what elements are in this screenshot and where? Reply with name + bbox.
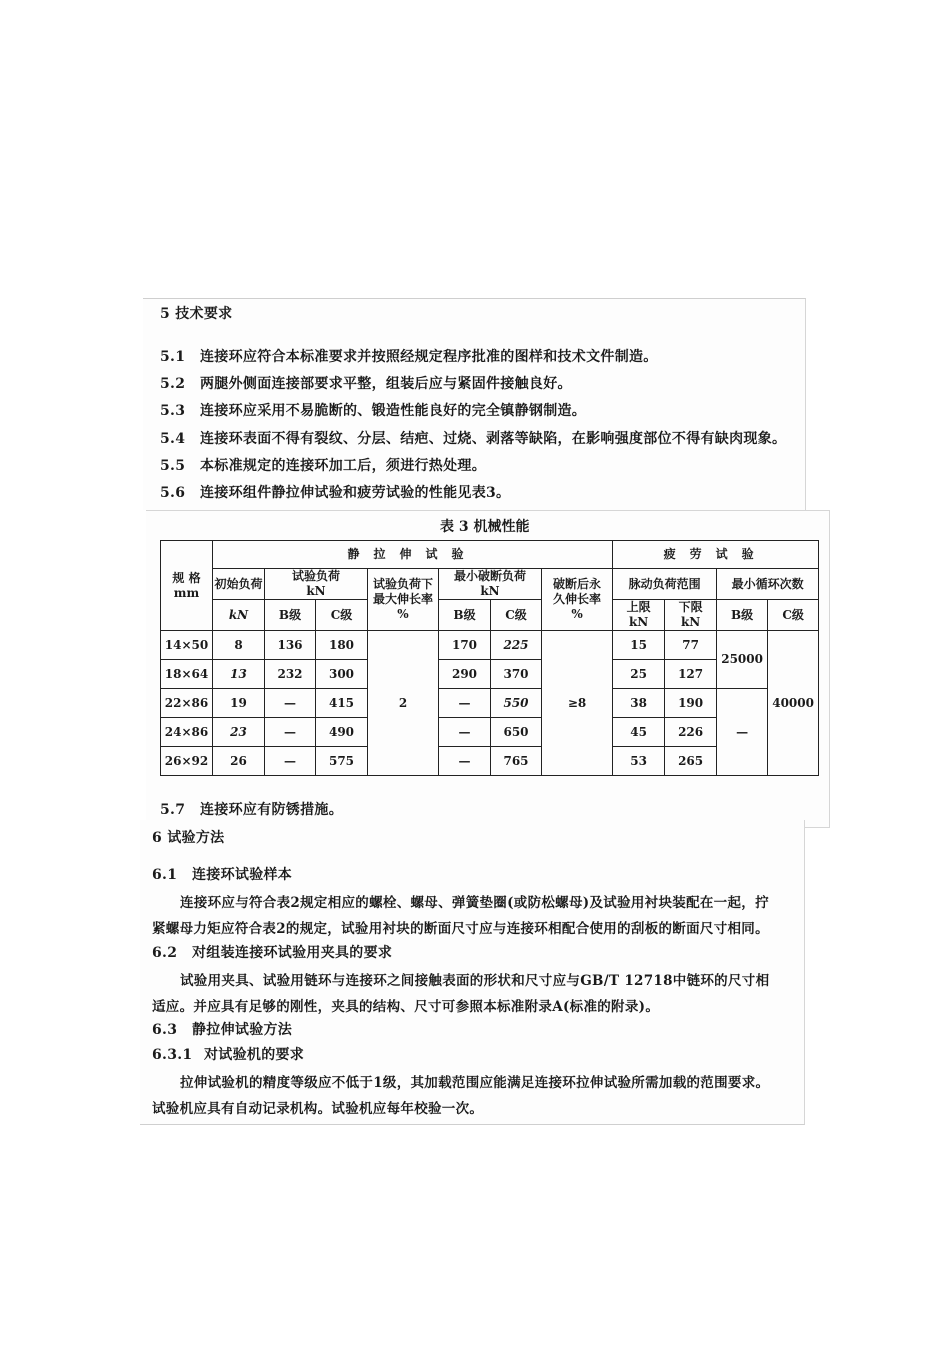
item-5-3 (160, 400, 586, 420)
cell-break-c: 370 (491, 660, 542, 689)
item-5-5 (160, 455, 486, 475)
lower-unit: kN (680, 615, 701, 629)
min-break-label: 最小破断负荷 (453, 569, 526, 583)
item-number: 5.6 (160, 485, 186, 501)
cell-spec: 14×50 (161, 631, 213, 660)
table-caption: 表 3 机械性能 (440, 519, 530, 535)
item-5-4 (160, 428, 786, 448)
subsection-6-2 (152, 942, 392, 962)
min-cycles-header: 最小循环次数 (717, 569, 819, 600)
cell-test-b: 232 (265, 660, 316, 689)
max-elongation-header (368, 569, 439, 631)
paragraph-6-2-line-1: 试验用夹具、试验用链环与连接环之间接触表面的形状和尺寸应与GB/T 12718中链环的尺寸相 (180, 973, 770, 989)
cell-initial: 8 (213, 631, 265, 660)
item-number: 5.7 (160, 802, 186, 818)
cell-lower: 127 (665, 660, 717, 689)
subsection-title: 对组装连接环试验用夹具的要求 (192, 945, 393, 961)
cell-lower: 190 (665, 689, 717, 718)
upper-unit: kN (628, 615, 649, 629)
subsection-title: 连接环试验样本 (192, 867, 293, 883)
item-text: 连接环应符合本标准要求并按照经规定程序批准的图样和技术文件制造。 (200, 349, 658, 365)
subsection-6-3-1 (152, 1044, 304, 1064)
max-elong-line1: 试验负荷下 (372, 577, 433, 591)
break-c-header: C级 (491, 600, 542, 631)
cell-spec: 18×64 (161, 660, 213, 689)
spec-unit: mm (173, 585, 200, 600)
cell-initial: 26 (213, 747, 265, 776)
item-text: 本标准规定的连接环加工后，须进行热处理。 (200, 458, 486, 474)
subsection-number: 6.1 (152, 867, 178, 883)
spec-header (161, 541, 213, 631)
cell-max-elongation: 2 (368, 631, 439, 776)
item-number: 5.3 (160, 403, 186, 419)
cell-test-b: 136 (265, 631, 316, 660)
break-b-header: B级 (439, 600, 491, 631)
subsection-number: 6.3 (152, 1022, 178, 1038)
item-text: 连接环应采用不易脆断的、锻造性能良好的完全镇静钢制造。 (200, 403, 587, 419)
initial-unit: kN (213, 600, 265, 631)
spec-label: 规 格 (172, 570, 201, 585)
cell-upper: 15 (613, 631, 665, 660)
cell-initial: 23 (213, 718, 265, 747)
section-6-heading: 6 试验方法 (152, 830, 225, 846)
min-break-unit: kN (480, 584, 500, 598)
max-elong-unit: % (397, 607, 409, 621)
max-elong-line2: 最大伸长率 (372, 592, 433, 606)
perm-elongation-header (542, 569, 613, 631)
test-b-header: B级 (265, 600, 316, 631)
item-5-7 (160, 799, 343, 819)
cell-cycles-b-rest: — (717, 689, 768, 776)
cell-initial: 13 (213, 660, 265, 689)
static-group-header: 静拉伸试验 (213, 541, 613, 569)
subsection-number: 6.2 (152, 945, 178, 961)
cell-upper: 45 (613, 718, 665, 747)
subsection-number: 6.3.1 (152, 1047, 193, 1063)
cell-test-b: — (265, 747, 316, 776)
item-5-2 (160, 373, 572, 393)
cell-test-c: 300 (316, 660, 368, 689)
cell-upper: 53 (613, 747, 665, 776)
item-text: 两腿外侧面连接部要求平整，组装后应与紧固件接触良好。 (200, 376, 572, 392)
cycles-c-header: C级 (768, 600, 819, 631)
pulse-range-header: 脉动负荷范围 (613, 569, 717, 600)
item-text: 连接环表面不得有裂纹、分层、结疤、过烧、剥落等缺陷，在影响强度部位不得有缺肉现象。 (200, 431, 787, 447)
test-load-header (265, 569, 368, 600)
cell-cycles-b: 25000 (717, 631, 768, 689)
item-number: 5.2 (160, 376, 186, 392)
cell-test-c: 490 (316, 718, 368, 747)
cell-spec: 24×86 (161, 718, 213, 747)
test-c-header: C级 (316, 600, 368, 631)
cell-initial: 19 (213, 689, 265, 718)
cell-break-b: — (439, 718, 491, 747)
cell-break-c: 765 (491, 747, 542, 776)
test-load-label: 试验负荷 (291, 569, 340, 583)
fatigue-group-header: 疲劳试验 (613, 541, 819, 569)
cell-spec: 26×92 (161, 747, 213, 776)
paragraph-6-2-line-2: 适应。并应具有足够的刚性，夹具的结构、尺寸可参照本标准附录A(标准的附录)。 (152, 999, 660, 1015)
paragraph-6-3-1-line-1: 拉伸试验机的精度等级应不低于1级，其加载范围应能满足连接环拉伸试验所需加载的范围要求。 (180, 1075, 770, 1091)
item-number: 5.1 (160, 349, 186, 365)
cell-break-c: 225 (491, 631, 542, 660)
subsection-title: 静拉伸试验方法 (192, 1022, 293, 1038)
cell-test-c: 180 (316, 631, 368, 660)
min-break-header (439, 569, 542, 600)
cell-break-b: — (439, 747, 491, 776)
item-number: 5.4 (160, 431, 186, 447)
initial-load-header: 初始负荷 (213, 569, 265, 600)
subsection-6-1 (152, 864, 292, 884)
cell-upper: 38 (613, 689, 665, 718)
item-text: 连接环组件静拉伸试验和疲劳试验的性能见表3。 (200, 485, 511, 501)
cell-lower: 265 (665, 747, 717, 776)
lower-header (665, 600, 717, 631)
perm-line1: 破断后永 (553, 577, 602, 591)
cell-break-b: 290 (439, 660, 491, 689)
cell-spec: 22×86 (161, 689, 213, 718)
paragraph-6-1-line-2: 紧螺母力矩应符合表2的规定，试验用衬块的断面尺寸应与连接环相配合使用的刮板的断面尺寸相同。 (152, 921, 769, 937)
item-number: 5.5 (160, 458, 186, 474)
cell-break-c: 650 (491, 718, 542, 747)
perm-unit: % (571, 607, 583, 621)
table-row (161, 631, 819, 660)
cell-perm-elongation: ≥8 (542, 631, 613, 776)
item-5-1 (160, 346, 658, 366)
cell-break-c: 550 (491, 689, 542, 718)
subsection-title: 对试验机的要求 (204, 1047, 305, 1063)
paragraph-6-1-line-1: 连接环应与符合表2规定相应的螺栓、螺母、弹簧垫圈(或防松螺母)及试验用衬块装配在一起，拧 (180, 895, 769, 911)
cell-break-b: 170 (439, 631, 491, 660)
cell-break-b: — (439, 689, 491, 718)
upper-label: 上限 (626, 600, 651, 614)
cycles-b-header: B级 (717, 600, 768, 631)
cell-lower: 77 (665, 631, 717, 660)
subsection-6-3 (152, 1019, 292, 1039)
cell-upper: 25 (613, 660, 665, 689)
cell-cycles-c: 40000 (768, 631, 819, 776)
cell-test-b: — (265, 689, 316, 718)
item-5-6 (160, 482, 510, 502)
paragraph-6-3-1-line-2: 试验机应具有自动记录机构。试验机应每年校验一次。 (152, 1101, 484, 1117)
section-5-heading: 5 技术要求 (160, 306, 233, 322)
cell-test-c: 415 (316, 689, 368, 718)
perm-line2: 久伸长率 (553, 592, 602, 606)
item-text: 连接环应有防锈措施。 (200, 802, 343, 818)
test-load-unit: kN (306, 584, 326, 598)
lower-label: 下限 (678, 600, 703, 614)
cell-test-c: 575 (316, 747, 368, 776)
mechanical-properties-table (160, 540, 819, 776)
cell-lower: 226 (665, 718, 717, 747)
upper-header (613, 600, 665, 631)
cell-test-b: — (265, 718, 316, 747)
table-row (161, 689, 819, 718)
